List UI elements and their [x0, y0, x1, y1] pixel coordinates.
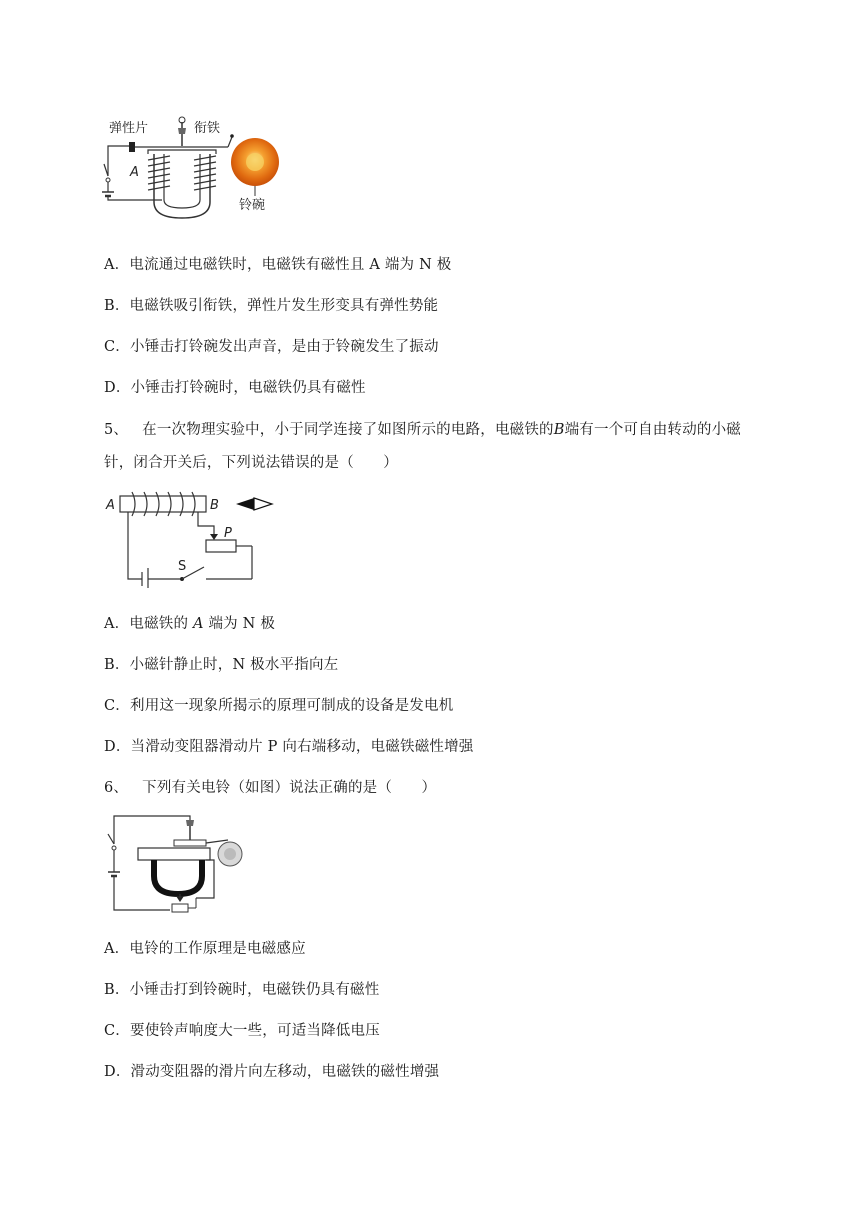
electric-bell-figure — [98, 114, 288, 230]
q6-option-a: A．电铃的工作原理是电磁感应 — [104, 941, 306, 957]
fig2-end-b-label: B — [210, 498, 219, 513]
q6-stem-text: 下列有关电铃（如图）说法正确的是（ ） — [142, 780, 437, 796]
bell-label: 铃碗 — [239, 198, 266, 213]
q6-stem — [104, 776, 436, 797]
armature-label: 衔铁 — [194, 121, 221, 136]
q5-stem-part-a: 在一次物理实验中，小于同学连接了如图所示的电路，电磁铁的 — [142, 422, 554, 438]
q5-option-c: C．利用这一现象所揭示的原理可制成的设备是发电机 — [104, 698, 454, 714]
q6-option-c: C．要使铃声响度大一些，可适当降低电压 — [104, 1023, 380, 1039]
fig2-switch-s-label: S — [178, 559, 187, 574]
q5-option-a-italic: A — [192, 616, 204, 632]
q5-stem-line1 — [104, 418, 756, 439]
q5-number: 5、 — [104, 422, 129, 438]
q5-option-a — [104, 612, 275, 633]
q5-stem-line2: 针，闭合开关后，下列说法错误的是（ ） — [104, 455, 398, 471]
q4-option-b: B．电磁铁吸引衔铁，弹性片发生形变具有弹性势能 — [104, 298, 439, 314]
q5-option-d: D．当滑动变阻器滑动片 P 向右端移动，电磁铁磁性增强 — [104, 739, 474, 755]
fig2-end-a-label: A — [106, 498, 115, 513]
fig2-slider-p-label: P — [224, 526, 232, 541]
spring-piece-label: 弹性片 — [109, 121, 149, 136]
q5-stem-b-italic: B — [553, 422, 565, 438]
bell-rheostat-figure — [100, 810, 250, 916]
end-a-label: A — [130, 165, 139, 180]
q5-option-a-pre: A．电磁铁的 — [104, 616, 193, 632]
q5-option-a-post: 端为 N 极 — [203, 616, 276, 632]
q4-option-a: A．电流通过电磁铁时，电磁铁有磁性且 A 端为 N 极 — [104, 257, 452, 273]
electromagnet-circuit-figure — [102, 488, 282, 588]
q5-option-b: B．小磁针静止时，N 极水平指向左 — [104, 657, 339, 673]
q6-option-d: D．滑动变阻器的滑片向左移动，电磁铁的磁性增强 — [104, 1064, 440, 1080]
q6-option-b: B．小锤击打到铃碗时，电磁铁仍具有磁性 — [104, 982, 380, 998]
q6-number: 6、 — [104, 780, 129, 796]
q4-option-d: D．小锤击打铃碗时，电磁铁仍具有磁性 — [104, 380, 366, 396]
q4-option-c: C．小锤击打铃碗发出声音，是由于铃碗发生了振动 — [104, 339, 439, 355]
q5-stem-part-c: 端有一个可自由转动的小磁 — [564, 422, 742, 438]
